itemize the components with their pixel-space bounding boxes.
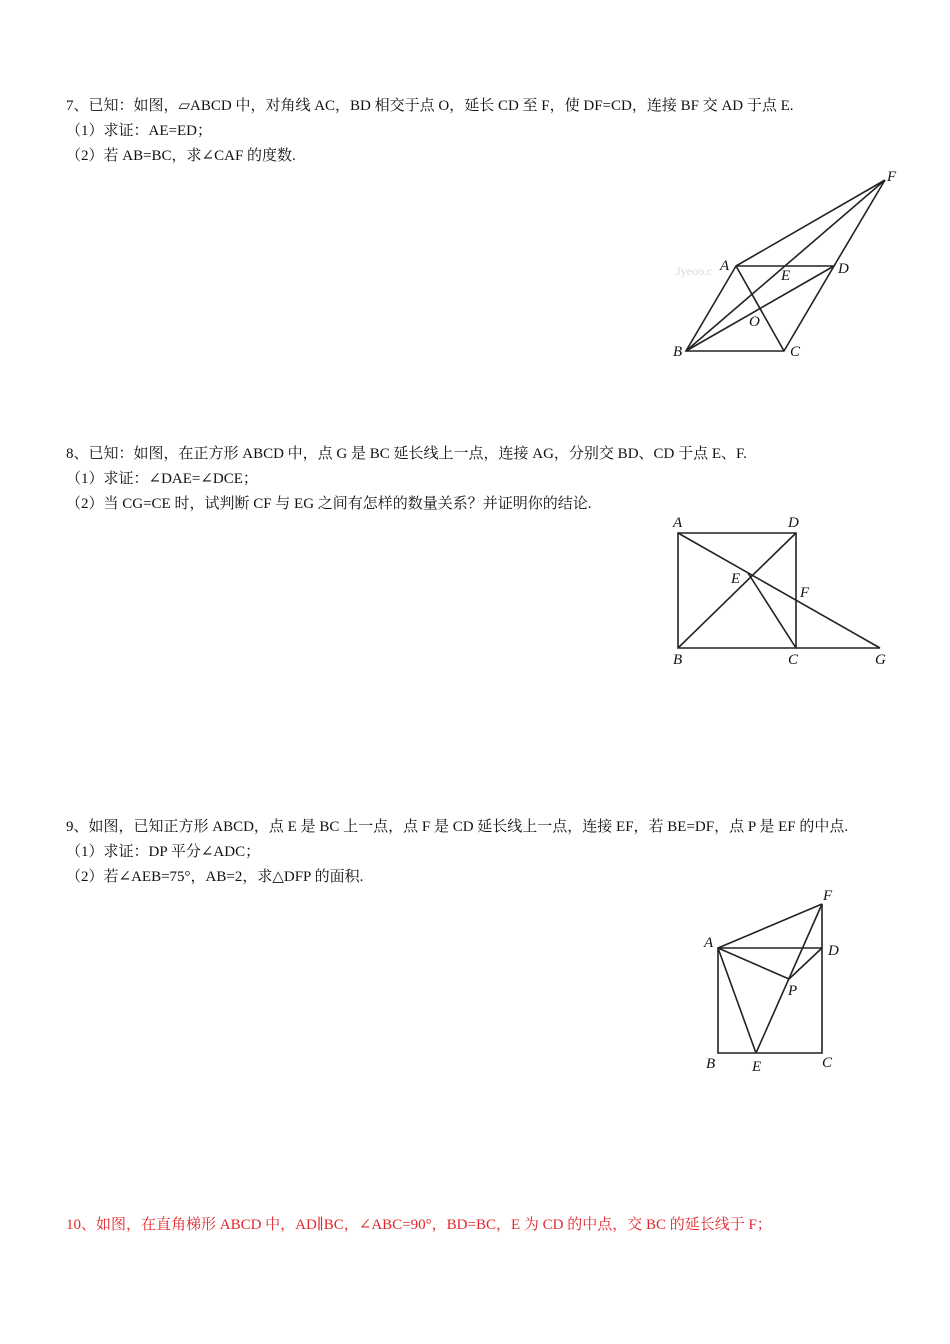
- label-g: G: [875, 652, 886, 668]
- problem-7-part-1: （1）求证：AE=ED；: [66, 123, 212, 139]
- segment-pd: [789, 948, 822, 979]
- problem-9-part-1: （1）求证：DP 平分∠ADC；: [66, 844, 261, 860]
- label-p: P: [788, 983, 798, 999]
- label-b: B: [673, 344, 683, 360]
- label-f: F: [887, 169, 897, 185]
- figure-watermark: Jyeoo.c: [676, 264, 713, 278]
- label-d: D: [828, 943, 839, 959]
- segment-ap: [718, 948, 789, 979]
- label-c: C: [788, 652, 799, 668]
- label-b: B: [706, 1056, 716, 1072]
- label-f: F: [800, 585, 810, 601]
- problem-8-stem: 8、已知：如图，在正方形 ABCD 中，点 G 是 BC 延长线上一点，连接 AG，分别交 BD、CD 于点 E、F.: [66, 446, 747, 462]
- problem-8-part-1: （1）求证：∠DAE=∠DCE；: [66, 471, 258, 487]
- label-e: E: [781, 268, 791, 284]
- label-f: F: [823, 888, 833, 904]
- label-c: C: [822, 1055, 833, 1071]
- segment-af: [718, 904, 822, 948]
- problem-8-part-2: （2）当 CG=CE 时，试判断 CF 与 EG 之间有怎样的数量关系？并证明你的结论.: [66, 496, 592, 512]
- problem-7-part-2: （2）若 AB=BC，求∠CAF 的度数.: [66, 148, 296, 164]
- label-d: D: [838, 261, 849, 277]
- problem-9-stem: 9、如图，已知正方形 ABCD，点 E 是 BC 上一点，点 F 是 CD 延长线上一点，连接 EF，若 BE=DF，点 P 是 EF 的中点.: [66, 819, 849, 835]
- label-a: A: [673, 515, 683, 531]
- label-e: E: [731, 571, 741, 587]
- label-a: A: [720, 258, 730, 274]
- label-a: A: [704, 935, 714, 951]
- label-d: D: [788, 515, 799, 531]
- problem-7-stem: 7、已知：如图，▱ABCD 中，对角线 AC，BD 相交于点 O，延长 CD 至 F，使 DF=CD，连接 BF 交 AD 于点 E.: [66, 98, 794, 114]
- label-e: E: [752, 1059, 762, 1075]
- segment-ae: [718, 948, 756, 1053]
- problem-10-stem: 10、如图，在直角梯形 ABCD 中，AD∥BC，∠ABC=90°，BD=BC，E 为 CD 的中点，交 BC 的延长线于 F；: [66, 1217, 772, 1233]
- label-c: C: [790, 344, 801, 360]
- label-o: O: [749, 314, 760, 330]
- problem-9-part-2: （2）若∠AEB=75°，AB=2，求△DFP 的面积.: [66, 869, 364, 885]
- label-b: B: [673, 652, 683, 668]
